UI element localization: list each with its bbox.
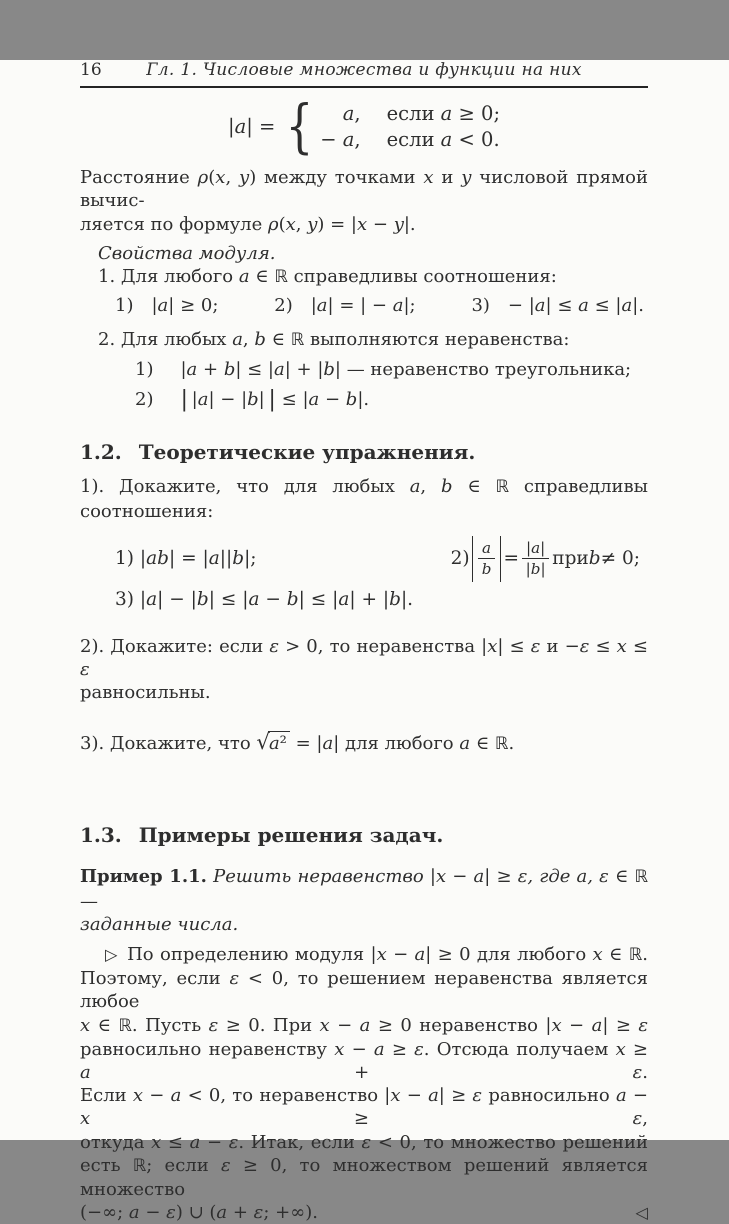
- page-content: [0, 60, 729, 1224]
- section-number: 1.2.: [80, 440, 122, 465]
- section-1-2-heading: [80, 440, 648, 464]
- text-line: заданные числа.: [80, 913, 239, 935]
- text-line: Если x − a < 0, то неравенство |x − a| ≥ ε равносильно a − x ≥ ε,: [80, 1085, 648, 1130]
- text-line: Пример 1.1. Решить неравенство |x − a| ≥ ε, где a, ε ∈ ℝ —: [80, 866, 648, 912]
- formula-fraction: 2) $\frac{a}{b}$ = $\frac{|a|}{|b|}$ при b ≠ 0;: [451, 536, 640, 582]
- exercise-2: [80, 635, 648, 705]
- page-header: [80, 60, 648, 88]
- exercise-3: 3). Докажите, что √a² = |a| для любого a ∈ ℝ.: [80, 730, 515, 756]
- cases-grid: [320, 102, 500, 151]
- book-page: [0, 60, 729, 1224]
- property-1-relations: [80, 293, 648, 319]
- formula-lhs: |a| =: [227, 114, 276, 138]
- text-line: есть ℝ; если ε ≥ 0, то множеством решений является множество: [80, 1154, 648, 1200]
- absolute-value-definition: [80, 92, 648, 160]
- relation-1: 1) |a| ≥ 0;: [115, 295, 219, 317]
- relation-3: 3) − |a| ≤ a ≤ |a|.: [471, 295, 644, 317]
- case-condition: если a ≥ 0;: [386, 101, 501, 125]
- text-line: ляется по формуле ρ(x, y) = |x − y|.: [80, 213, 416, 235]
- section-title: Примеры решения задач.: [138, 823, 444, 848]
- distance-paragraph: [80, 166, 648, 236]
- case-value: − a,: [320, 128, 361, 152]
- solution-paragraph: [80, 943, 648, 1224]
- section-title: Теоретические упражнения.: [138, 440, 476, 465]
- case-value: a,: [342, 101, 361, 125]
- text-line: откуда x ≤ a − ε. Итак, если ε < 0, то множество решений: [80, 1131, 649, 1153]
- modulus-properties-title: Свойства модуля.: [98, 242, 276, 264]
- formula-triangle-chain: 3) |a| − |b| ≤ |a − b| ≤ |a| + |b|.: [115, 588, 414, 610]
- inequality-2: 2) | |a| − |b| | ≤ |a − b|.: [135, 386, 370, 413]
- text-line: равносильны.: [80, 682, 211, 704]
- property-1-intro: 1. Для любого a ∈ ℝ справедливы соотношения:: [98, 265, 557, 287]
- section-number: 1.3.: [80, 823, 122, 848]
- section-1-3-heading: [80, 823, 648, 847]
- exercise-1-intro: 1). Докажите, что для любых a, b ∈ ℝ справедливы соотношения:: [80, 476, 648, 522]
- text-line: Расстояние ρ(x, y) между точками x и y числовой прямой вычис-: [80, 167, 648, 212]
- solution-last-line: (−∞; a − ε) ∪ (a + ε; +∞).: [80, 1202, 318, 1224]
- running-chapter-title: Гл. 1. Числовые множества и функции на них: [146, 60, 582, 80]
- text-line: равносильно неравенству x − a ≥ ε. Отсюда получаем x ≥ a + ε.: [80, 1038, 649, 1083]
- case-condition: если a < 0.: [386, 128, 500, 152]
- text-line: ▷ По определению модуля |x − a| ≥ 0 для любого x ∈ ℝ.: [105, 943, 649, 965]
- page-number: 16: [80, 60, 102, 80]
- property-2-intro: 2. Для любых a, b ∈ ℝ выполняются неравенства:: [98, 329, 570, 351]
- qed-triangle-icon: ◁: [635, 1203, 648, 1223]
- text-line: [80, 1201, 648, 1224]
- relation-2: 2) |a| = | − a|;: [274, 295, 416, 317]
- cases-brace: {: [285, 92, 314, 160]
- inequality-1: 1) |a + b| ≤ |a| + |b| — неравенство треугольника;: [135, 359, 632, 381]
- text-line: Поэтому, если ε < 0, то решением неравенства является любое: [80, 968, 648, 1013]
- example-1-1-statement: [80, 865, 648, 936]
- formula-ab: 1) | ab | = | a || b |;: [115, 548, 257, 570]
- text-line: x ∈ ℝ. Пусть ε ≥ 0. При x − a ≥ 0 неравенство |x − a| ≥ ε: [80, 1014, 649, 1036]
- text-line: 2). Докажите: если ε > 0, то неравенства |x| ≤ ε и −ε ≤ x ≤ ε: [80, 635, 648, 680]
- exercise-1-formula-row: [80, 531, 648, 587]
